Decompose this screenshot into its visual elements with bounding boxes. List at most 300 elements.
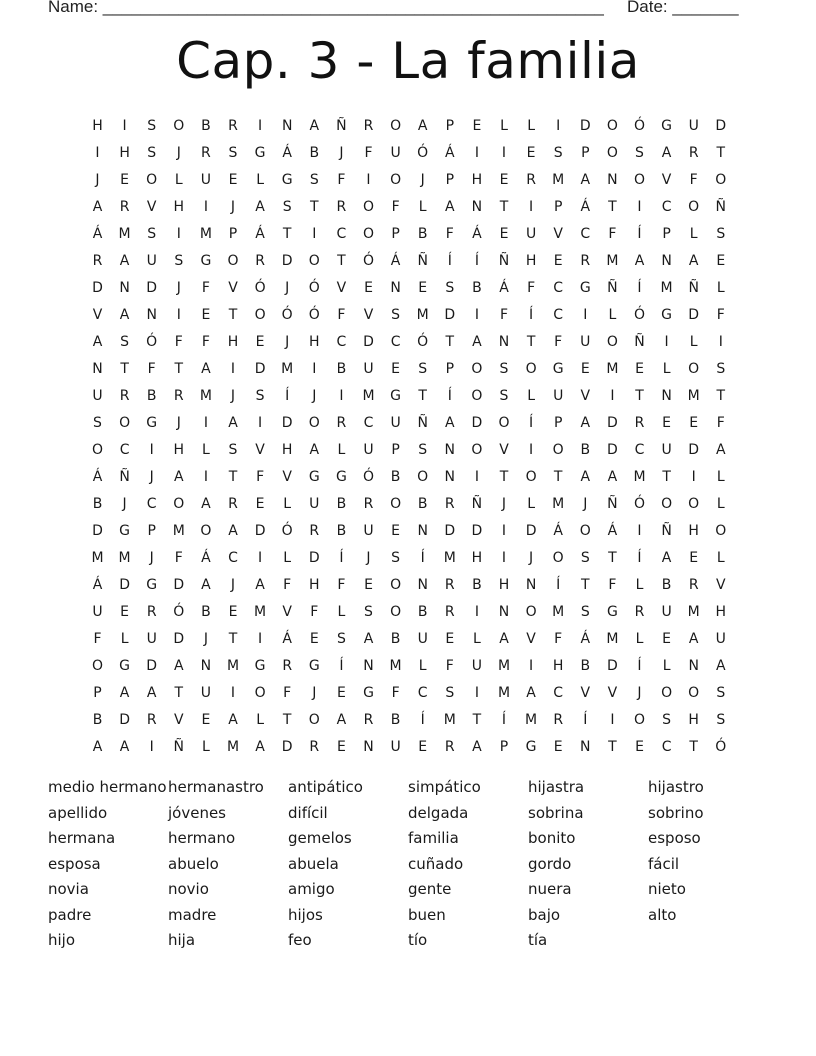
grid-letter: V <box>92 307 103 323</box>
grid-letter: I <box>610 712 615 728</box>
grid-letter: O <box>173 118 185 134</box>
grid-letter: Í <box>339 550 344 566</box>
grid-letter: P <box>553 415 563 431</box>
grid-letter: T <box>608 550 617 566</box>
grid-letter: I <box>637 523 642 539</box>
grid-letter: Ó <box>362 253 375 269</box>
grid-letter: N <box>363 658 374 674</box>
grid-letter: Ó <box>308 307 320 323</box>
grid-letter: E <box>472 118 482 134</box>
grid-letter: A <box>309 118 320 134</box>
grid-letter: T <box>472 712 482 728</box>
grid-letter: A <box>499 631 509 647</box>
grid-letter: U <box>525 226 537 242</box>
grid-letter: L <box>662 361 671 377</box>
grid-letter: J <box>501 496 507 512</box>
grid-letter: T <box>716 145 726 161</box>
grid-letter: L <box>608 307 617 323</box>
grid-letter: E <box>120 172 130 188</box>
grid-letter: O <box>254 307 266 323</box>
grid-letter: T <box>174 685 184 701</box>
grid-letter: Í <box>637 550 642 566</box>
grid-letter: Á <box>255 226 265 242</box>
grid-letter: D <box>444 523 456 539</box>
grid-letter: A <box>445 199 455 215</box>
grid-letter: S <box>635 145 644 161</box>
grid-letter: N <box>281 118 293 134</box>
grid-letter: E <box>228 604 238 620</box>
grid-letter: B <box>580 442 591 458</box>
grid-letter: S <box>364 604 373 620</box>
grid-letter: F <box>283 577 292 593</box>
grid-letter: M <box>606 361 619 377</box>
grid-letter: Ñ <box>634 334 645 350</box>
grid-letter: J <box>312 685 317 701</box>
grid-letter: C <box>661 739 672 755</box>
grid-letter: L <box>527 388 535 404</box>
grid-letter: D <box>363 334 374 350</box>
grid-letter: I <box>718 334 723 350</box>
grid-letter: F <box>391 199 400 215</box>
grid-letter: Ñ <box>498 253 510 269</box>
grid-letter: L <box>716 469 725 485</box>
grid-letter: C <box>336 334 347 350</box>
grid-letter: I <box>312 361 317 377</box>
grid-letter: T <box>228 631 238 647</box>
grid-letter: O <box>715 172 727 188</box>
grid-letter: V <box>716 577 726 593</box>
grid-letter: L <box>256 172 264 188</box>
word-bank-item: hermana <box>48 829 116 847</box>
grid-letter: T <box>310 199 319 215</box>
grid-letter: F <box>174 334 183 350</box>
word-bank-item: hija <box>168 931 196 949</box>
grid-letter: S <box>662 712 672 728</box>
grid-letter: S <box>93 415 102 431</box>
grid-letter: P <box>499 739 509 755</box>
word-bank-item: gemelos <box>288 829 352 847</box>
grid-letter: J <box>285 334 290 350</box>
grid-letter: J <box>583 496 588 512</box>
grid-letter: U <box>363 361 374 377</box>
grid-letter: C <box>417 685 428 701</box>
word-bank-item: bonito <box>528 829 576 847</box>
grid-letter: M <box>525 712 538 728</box>
grid-letter: A <box>688 631 699 647</box>
grid-letter: E <box>391 523 401 539</box>
grid-letter: R <box>255 253 265 269</box>
grid-letter: Ñ <box>661 523 672 539</box>
word-bank-item: sobrina <box>528 803 584 822</box>
grid-letter: R <box>336 199 347 215</box>
grid-letter: N <box>688 658 699 674</box>
grid-letter: R <box>580 253 591 269</box>
grid-letter: R <box>444 604 455 620</box>
grid-letter: B <box>390 469 401 485</box>
grid-letter: S <box>174 253 184 269</box>
grid-letter: Ñ <box>336 118 347 134</box>
grid-letter: O <box>471 388 483 404</box>
grid-letter: I <box>664 334 669 350</box>
grid-letter: U <box>363 523 374 539</box>
grid-letter: U <box>363 442 374 458</box>
grid-letter: I <box>610 388 615 404</box>
grid-letter: J <box>637 685 642 701</box>
grid-letter: E <box>418 280 428 296</box>
grid-letter: Ó <box>281 307 293 323</box>
grid-letter: O <box>390 496 402 512</box>
grid-letter: H <box>92 118 103 134</box>
grid-row <box>84 167 736 194</box>
grid-letter: F <box>201 334 210 350</box>
grid-letter: U <box>92 604 103 620</box>
grid-letter: M <box>687 604 700 620</box>
grid-letter: A <box>228 523 238 539</box>
grid-letter: D <box>92 280 103 296</box>
grid-letter: Ñ <box>607 496 618 512</box>
grid-letter: J <box>420 172 425 188</box>
grid-letter: J <box>312 388 317 404</box>
grid-letter: L <box>527 118 535 134</box>
grid-letter: L <box>256 712 264 728</box>
grid-letter: J <box>149 550 154 566</box>
grid-letter: Á <box>282 631 292 647</box>
grid-letter: M <box>226 658 240 674</box>
grid-letter: M <box>172 523 185 539</box>
grid-letter: L <box>201 442 210 458</box>
grid-letter: O <box>579 523 591 539</box>
grid-letter: B <box>661 577 672 593</box>
grid-letter: I <box>203 199 208 215</box>
grid-letter: D <box>525 523 537 539</box>
grid-letter: L <box>418 199 427 215</box>
grid-row <box>84 248 736 275</box>
grid-letter: F <box>689 172 698 188</box>
grid-letter: S <box>499 388 509 404</box>
word-bank-item: abuela <box>288 854 339 873</box>
grid-letter: S <box>228 442 238 458</box>
grid-letter: L <box>472 631 481 647</box>
grid-letter: J <box>176 280 181 296</box>
grid-letter: Í <box>529 415 534 431</box>
grid-letter: S <box>147 145 157 161</box>
grid-row <box>84 275 736 302</box>
grid-letter: P <box>445 172 455 188</box>
grid-letter: F <box>337 307 346 323</box>
grid-letter: A <box>228 712 238 728</box>
grid-letter: E <box>391 361 401 377</box>
grid-letter: T <box>526 334 536 350</box>
grid-letter: O <box>91 658 104 674</box>
grid-letter: E <box>716 253 726 269</box>
grid-letter: S <box>445 280 455 296</box>
grid-letter: G <box>200 253 212 269</box>
grid-letter: P <box>553 199 563 215</box>
grid-letter: O <box>552 442 564 458</box>
grid-letter: M <box>199 388 212 404</box>
grid-letter: E <box>553 739 563 755</box>
grid-letter: D <box>254 523 266 539</box>
grid-letter: Ñ <box>471 496 483 512</box>
grid-letter: V <box>580 388 591 404</box>
grid-letter: R <box>119 388 130 404</box>
grid-letter: J <box>230 577 236 593</box>
grid-letter: R <box>444 496 455 512</box>
grid-letter: M <box>118 226 131 242</box>
word-bank-item: bajo <box>528 905 561 924</box>
grid-letter: R <box>309 739 320 755</box>
word-bank-item: hijo <box>48 931 76 949</box>
grid-letter: J <box>122 496 127 512</box>
grid-letter: V <box>255 442 265 458</box>
page-title: Cap. 3 - La familia <box>176 32 640 90</box>
grid-letter: Ñ <box>688 280 699 296</box>
grid-letter: I <box>203 469 208 485</box>
grid-letter: O <box>308 712 320 728</box>
grid-letter: L <box>689 226 698 242</box>
grid-letter: V <box>282 469 292 485</box>
grid-letter: G <box>525 739 537 755</box>
grid-letter: T <box>689 739 698 755</box>
grid-letter: R <box>363 712 374 728</box>
grid-letter: S <box>580 604 590 620</box>
grid-letter: T <box>228 307 238 323</box>
grid-letter: I <box>176 226 181 242</box>
grid-letter: E <box>120 604 130 620</box>
grid-letter: A <box>634 253 645 269</box>
grid-letter: U <box>200 172 212 188</box>
grid-letter: O <box>661 685 673 701</box>
grid-letter: S <box>147 226 157 242</box>
grid-letter: R <box>201 145 211 161</box>
grid-letter: N <box>498 334 510 350</box>
grid-letter: G <box>146 577 158 593</box>
grid-letter: M <box>118 550 131 566</box>
grid-letter: Ó <box>633 118 646 134</box>
grid-letter: D <box>688 442 700 458</box>
grid-letter: A <box>661 145 672 161</box>
grid-letter: A <box>716 442 726 458</box>
grid-letter: R <box>444 739 455 755</box>
word-bank-item: medio hermano <box>48 778 167 796</box>
grid-letter: O <box>661 496 673 512</box>
grid-letter: I <box>312 226 317 242</box>
grid-letter: O <box>308 415 320 431</box>
grid-letter: M <box>91 550 104 566</box>
grid-letter: I <box>474 307 479 323</box>
grid-letter: F <box>554 334 563 350</box>
grid-row <box>84 572 736 599</box>
grid-row <box>84 437 736 464</box>
grid-letter: E <box>336 685 346 701</box>
grid-letter: T <box>581 577 590 593</box>
grid-letter: V <box>174 712 184 728</box>
grid-letter: F <box>147 361 156 377</box>
grid-letter: R <box>634 604 645 620</box>
grid-letter: T <box>418 388 427 404</box>
grid-letter: P <box>662 226 671 242</box>
grid-letter: N <box>661 388 672 404</box>
grid-letter: V <box>607 685 618 701</box>
grid-letter: H <box>688 523 699 539</box>
grid-letter: N <box>607 172 618 188</box>
grid-letter: J <box>230 199 236 215</box>
grid-letter: H <box>498 577 510 593</box>
grid-letter: R <box>228 496 238 512</box>
grid-letter: T <box>608 199 617 215</box>
grid-letter: E <box>580 361 590 377</box>
grid-letter: O <box>91 442 104 458</box>
grid-row <box>84 653 736 680</box>
grid-letter: I <box>474 685 479 701</box>
grid-row <box>84 491 736 518</box>
grid-letter: S <box>391 307 401 323</box>
grid-letter: J <box>285 280 290 296</box>
grid-letter: Í <box>339 658 344 674</box>
word-bank-item: gordo <box>528 854 572 873</box>
grid-letter: V <box>661 172 672 188</box>
grid-letter: D <box>146 658 158 674</box>
grid-letter: F <box>527 280 536 296</box>
grid-letter: S <box>418 361 428 377</box>
grid-letter: Á <box>92 469 103 485</box>
grid-letter: B <box>390 712 401 728</box>
grid-letter: Á <box>282 145 292 161</box>
grid-letter: Á <box>499 280 509 296</box>
grid-letter: Í <box>637 658 642 674</box>
grid-letter: I <box>95 145 100 161</box>
grid-letter: U <box>715 631 726 647</box>
grid-letter: G <box>254 145 266 161</box>
grid-letter: U <box>471 658 483 674</box>
grid-letter: Ó <box>254 280 266 296</box>
grid-letter: Ñ <box>417 415 428 431</box>
grid-letter: G <box>390 388 402 404</box>
word-bank-item: esposo <box>648 829 701 847</box>
word-bank-item: apellido <box>48 803 108 822</box>
grid-letter: A <box>255 739 265 755</box>
grid-letter: Í <box>447 388 452 404</box>
grid-letter: D <box>146 280 158 296</box>
grid-letter: B <box>92 496 103 512</box>
grid-letter: V <box>336 280 347 296</box>
grid-letter: Í <box>583 712 588 728</box>
grid-letter: N <box>444 442 456 458</box>
grid-letter: B <box>201 118 211 134</box>
grid-letter: L <box>174 172 183 188</box>
grid-letter: A <box>92 334 103 350</box>
grid-letter: G <box>606 604 618 620</box>
grid-letter: V <box>526 631 536 647</box>
grid-letter: R <box>363 118 374 134</box>
grid-letter: A <box>119 739 130 755</box>
word-bank-item: simpático <box>408 778 481 796</box>
grid-letter: I <box>583 307 588 323</box>
grid-letter: M <box>389 658 402 674</box>
grid-letter: A <box>309 442 320 458</box>
grid-letter: S <box>282 199 292 215</box>
grid-letter: D <box>607 415 618 431</box>
grid-letter: I <box>366 172 371 188</box>
grid-letter: Í <box>637 280 642 296</box>
grid-letter: H <box>688 712 699 728</box>
grid-letter: A <box>607 469 618 485</box>
word-bank-item: esposa <box>48 854 101 873</box>
grid-letter: O <box>633 712 646 728</box>
grid-letter: V <box>228 280 238 296</box>
grid-letter: Á <box>445 145 455 161</box>
grid-letter: R <box>444 577 455 593</box>
grid-letter: O <box>471 361 483 377</box>
name-field-label: Name: _____________________________________________________ <box>48 0 604 16</box>
grid-letter: L <box>201 739 210 755</box>
grid-letter: A <box>119 685 130 701</box>
grid-letter: I <box>474 604 479 620</box>
grid-letter: O <box>606 118 618 134</box>
grid-letter: Ó <box>417 334 429 350</box>
grid-letter: D <box>444 307 456 323</box>
word-bank-item: sobrino <box>648 803 704 822</box>
grid-row <box>84 329 736 356</box>
grid-letter: I <box>176 307 181 323</box>
grid-letter: U <box>309 496 320 512</box>
grid-letter: E <box>635 361 644 377</box>
grid-letter: O <box>606 145 618 161</box>
grid-letter: L <box>500 118 508 134</box>
grid-letter: Á <box>580 631 591 647</box>
grid-letter: E <box>662 631 672 647</box>
word-bank-item: novia <box>48 880 89 898</box>
grid-letter: A <box>336 712 347 728</box>
grid-letter: S <box>391 550 401 566</box>
grid-letter: M <box>552 172 565 188</box>
grid-letter: I <box>339 388 344 404</box>
grid-letter: O <box>390 118 402 134</box>
grid-letter: I <box>474 145 479 161</box>
grid-letter: G <box>119 658 131 674</box>
grid-letter: V <box>146 199 157 215</box>
grid-letter: H <box>281 442 293 458</box>
grid-letter: H <box>227 334 239 350</box>
grid-letter: S <box>255 388 265 404</box>
grid-letter: N <box>471 199 483 215</box>
grid-letter: O <box>227 253 239 269</box>
grid-letter: T <box>228 469 238 485</box>
grid-letter: J <box>529 550 534 566</box>
grid-letter: L <box>283 550 292 566</box>
word-bank-item: buen <box>408 905 446 924</box>
grid-letter: D <box>92 523 103 539</box>
grid-letter: Ó <box>362 469 375 485</box>
grid-letter: E <box>689 550 699 566</box>
grid-letter: C <box>146 496 157 512</box>
grid-letter: O <box>498 415 510 431</box>
grid-letter: L <box>120 631 129 647</box>
word-bank-item: fácil <box>648 854 680 873</box>
grid-letter: S <box>445 685 455 701</box>
grid-letter: E <box>689 415 699 431</box>
grid-letter: O <box>119 415 131 431</box>
grid-letter: G <box>281 172 293 188</box>
grid-letter: Ñ <box>173 739 185 755</box>
grid-letter: V <box>553 226 563 242</box>
grid-letter: J <box>230 388 236 404</box>
grid-letter: N <box>417 577 428 593</box>
grid-letter: S <box>147 118 157 134</box>
grid-letter: C <box>553 685 564 701</box>
grid-letter: P <box>581 145 590 161</box>
grid-letter: G <box>661 118 673 134</box>
